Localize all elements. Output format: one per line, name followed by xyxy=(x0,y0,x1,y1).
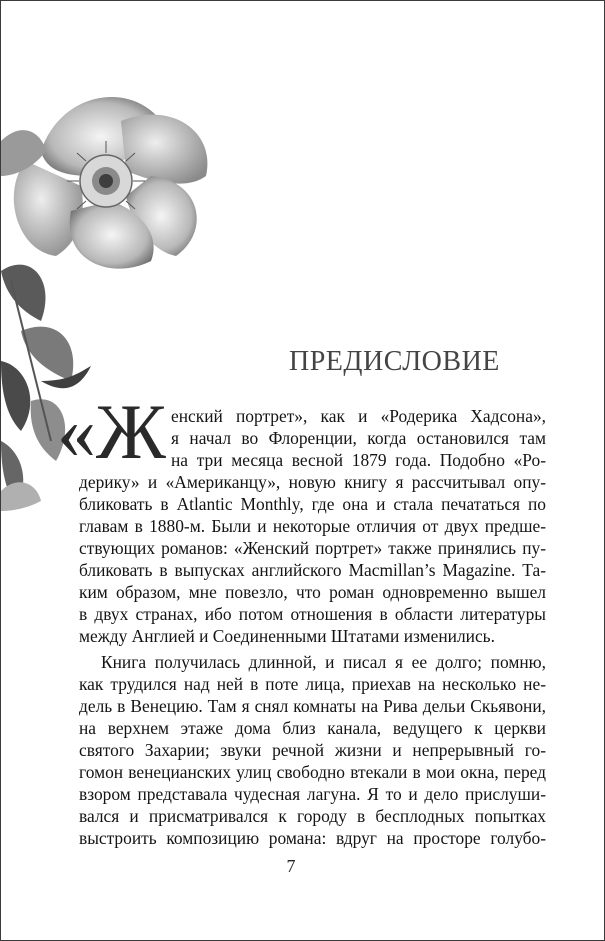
text-line: на три месяца весной 1879 года. Подобно «Ро- xyxy=(171,450,546,470)
text-line: между Англией и Соединенными Штатами изменились. xyxy=(79,626,495,646)
text-line: как трудился над ней в поте лица, приехав на несколько не- xyxy=(79,674,546,694)
text-line: я начал во Флоренции, когда остановился там xyxy=(171,428,546,448)
text-line: выстроить композицию романа: вдруг на просторе голубо- xyxy=(79,828,546,848)
text-line: на верхнем этаже дома близ канала, ведущего к церкви xyxy=(79,718,546,738)
text-line: ствующих романов: «Женский портрет» также принялись пу- xyxy=(79,538,546,558)
text-line: енский портрет», как и «Родерика Хадсона», xyxy=(171,406,546,426)
text-line: дерику» и «Американцу», новую книгу я рассчитывал опу- xyxy=(79,472,546,492)
text-line: бликовать в Atlantic Monthly, где она и стала печататься по xyxy=(79,494,546,514)
chapter-title: ПРЕДИСЛОВИЕ xyxy=(289,346,500,377)
page-number: 7 xyxy=(286,856,296,876)
text-line: взором представала чудесная лагуна. Я то и дело прислуши- xyxy=(79,784,546,804)
text-line: святого Захарии; звуки речной жизни и непрерывный го- xyxy=(79,740,546,760)
text-line: в двух странах, ибо потом отношения в области литературы xyxy=(79,604,546,624)
text-line: ким образом, мне повезло, что роман одновременно вышел xyxy=(79,582,546,602)
text-line: вался и присматривался к городу в бесплодных попытках xyxy=(79,806,546,826)
drop-cap: «Ж xyxy=(57,388,166,475)
text-line: бликовать в выпусках английского Macmillan’s Magazine. Та- xyxy=(79,560,546,580)
text-line: главам в 1880-м. Были и некоторые отличия от двух предше- xyxy=(79,516,546,536)
text-line: дель в Венецию. Там я снял комнаты на Рива дельи Скьявони, xyxy=(79,696,546,716)
text-line: Книга получилась длинной, и писал я ее долго; помню, xyxy=(101,652,546,672)
text-line: гомон венецианских улиц свободно втекали в мои окна, перед xyxy=(79,762,546,782)
